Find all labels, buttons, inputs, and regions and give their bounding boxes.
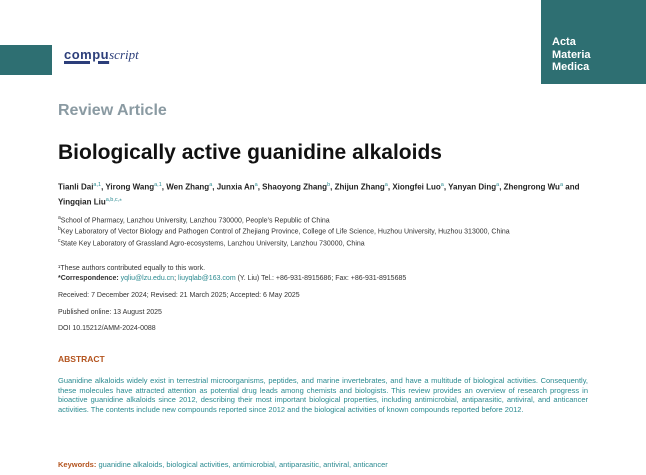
author-name: Xiongfei Luo [392,182,441,192]
keywords [58,460,388,469]
author-affiliation-marker: b [327,182,331,188]
author-affiliation-marker: a [440,182,444,188]
author-affiliation-marker: a [384,182,388,188]
keywords-list: guanidine alkaloids, biological activities, antimicrobial, antiparasitic, antiviral, anticancer [98,460,388,469]
author-affiliation-marker: a,b,c,⁎ [105,196,122,203]
author-name: Yanyan Ding [448,182,497,192]
author-affiliation-marker: a [254,182,258,188]
logo-script: script [109,47,139,62]
published-online: Published online: 13 August 2025 [58,309,162,316]
affiliation: $^a$School of Pharmacy, Lanzhou University, Lanzhou 730000, People’s Republic of China [58,215,330,225]
author-name: Zhijun Zhang [334,182,385,192]
logo-compu: compu [64,47,110,62]
doi[interactable]: DOI 10.15212/AMM-2024-0088 [58,325,156,332]
publisher-logo [64,46,139,68]
author-affiliation-marker: a,1 [154,182,162,188]
journal-name-line: Materia [552,48,591,61]
journal-name [552,36,591,74]
author-name: Junxia An [216,182,255,192]
author-name: Wen Zhang [166,182,210,192]
email-link-1[interactable]: yqliu@lzu.edu.cn [120,275,175,282]
journal-name-line: Medica [552,61,590,73]
history-dates: Received: 7 December 2024; Revised: 21 March 2025; Accepted: 6 May 2025 [58,292,300,299]
correspondence-contact: (Y. Liu) Tel.: +86-931-8915686; Fax: +86-931-8915685 [235,275,407,282]
email-separator: ; [174,275,178,282]
author-list: Tianli Dai$^{a,1}$, Yirong Wang$^{a,1}$, Wen Zhang$^a$, Junxia An$^a$, Shaoyong Zhang$^b$, Zhijun Zhang$^a$, Xiongfei Luo$^a$, Yanyan Ding$^a$, Zhengrong Wu$^a$ and Yingqian Liu$^{a,b,c,⁎}$ [58,182,580,207]
author-name: Yingqian Liu [58,197,106,207]
affiliation: $^b$Key Laboratory of Vector Biology and Pathogen Control of Zhejiang Province, College of Life Science, Huzhou University, Huzhou 313000, China [58,226,510,236]
equal-contribution-note: ¹These authors contributed equally to this work. [58,265,206,272]
author-name: Tianli Dai [58,182,94,192]
correspondence-label: *Correspondence: [58,275,119,282]
author-name: Shaoyong Zhang [262,182,328,192]
correspondence [58,274,588,284]
author-name: Yirong Wang [105,182,155,192]
author-notes [58,264,588,284]
keywords-label: Keywords: [58,460,97,469]
email-link-2[interactable]: liuyqlab@163.com [177,275,236,282]
author-affiliation-marker: a [559,182,564,188]
journal-name-line: Acta [552,36,576,48]
abstract-heading: ABSTRACT [58,354,105,364]
abstract-text: Guanidine alkaloids widely exist in terrestrial microorganisms, peptides, and marine invertebrates, and have a multitude of biological activities. Consequently, these molecules have attracted attention as potential drug leads among chemists and biologists. This review provides an overview of research progress in bioactive guanidine alkaloids since 2012, describing their most important biological properties, including antimicrobial, antiparasitic, antiviral, and anticancer activities. The contents include new compounds reported since 2012 and the biological activities of known compounds reported before 2012. [58,376,588,415]
author-affiliation-marker: a,1 [93,182,102,188]
author-affiliation-marker: a [209,182,213,188]
left-teal-bar [0,45,52,75]
author-name: Zhengrong Wu [503,182,560,192]
author-affiliation-marker: a [496,182,500,188]
affiliations [58,214,588,248]
affiliation: $^c$State Key Laboratory of Grassland Agro-ecosystems, Lanzhou University, Lanzhou 730000, China [58,237,365,247]
article-title: Biologically active guanidine alkaloids [58,141,442,164]
article-type: Review Article [58,102,167,119]
